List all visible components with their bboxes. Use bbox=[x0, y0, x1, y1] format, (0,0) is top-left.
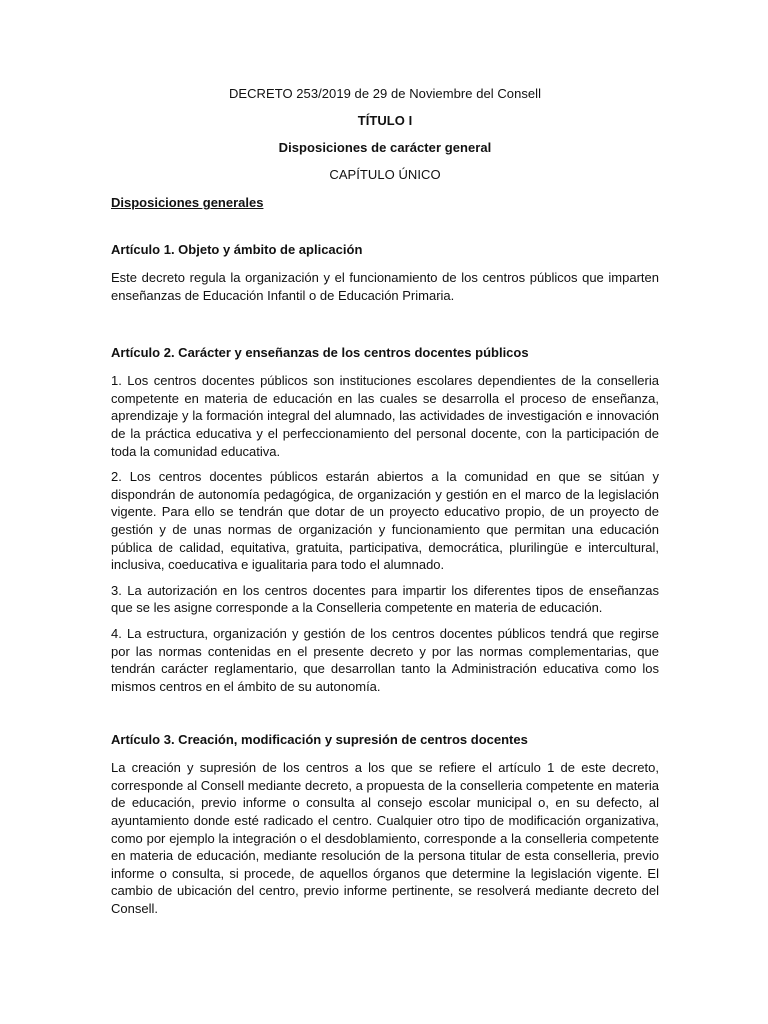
article-paragraph: La creación y supresión de los centros a los que se refiere el artículo 1 de este decreto, corresponde al Consell mediante decreto, a propuesta de la conselleria competente en materia de educación, previo informe o consulta al consejo escolar municipal o, en su defecto, al ayuntamiento donde esté radicado el centro. Cualquier otro tipo de modificación organizativa, como por ejemplo la integración o el desdoblamiento, corresponde a la conselleria competente en materia de educación, mediante resolución de la persona titular de esta conselleria, previo informe o consulta, si procede, de aquellos órganos que determine la legislación vigente. El cambio de ubicación del centro, previo informe pertinente, se resolverá mediante decreto del Consell. bbox=[111, 760, 659, 917]
decree-heading: DECRETO 253/2019 de 29 de Noviembre del Consell bbox=[228, 86, 542, 101]
article-3 bbox=[111, 732, 659, 917]
article-paragraph: 4. La estructura, organización y gestión de los centros docentes públicos tendrá que regirse por las normas contenidas en el presente decreto y por las normas complementarias, que tendrán carácter reglamentario, que desarrollan tanto la Administración educativa como los mismos centros en el ámbito de su autonomía. bbox=[111, 625, 659, 694]
spacer bbox=[111, 703, 659, 732]
spacer bbox=[111, 211, 659, 242]
subtitle-heading: Disposiciones de carácter general bbox=[278, 140, 492, 155]
article-title: Artículo 2. Carácter y enseñanzas de los centros docentes públicos bbox=[111, 345, 529, 361]
article-2 bbox=[111, 345, 659, 695]
article-1 bbox=[111, 242, 659, 304]
article-paragraph: 2. Los centros docentes públicos estarán abiertos a la comunidad en que se sitúan y dispondrán de autonomía pedagógica, de organización y gestión en el marco de la legislación vigente. Para ello se tendrán que dotar de un proyecto educativo propio, de un proyecto de gestión y de unas normas de organización y funcionamiento que permitan una educación pública de calidad, equitativa, gratuita, participativa, democrática, plurilingüe e intercultural, inclusiva, coeducativa e igualitaria para todo el alumnado. bbox=[111, 469, 659, 573]
article-paragraph: 3. La autorización en los centros docentes para impartir los diferentes tipos de enseñanzas que se les asigne corresponde a la Conselleria competente en materia de educación. bbox=[111, 582, 659, 616]
document-body bbox=[111, 86, 659, 926]
article-title: Artículo 3. Creación, modificación y supresión de centros docentes bbox=[111, 732, 528, 748]
article-paragraph: Este decreto regula la organización y el funcionamiento de los centros públicos que imparten enseñanzas de Educación Infantil o de Educación Primaria. bbox=[111, 270, 659, 303]
article-paragraph: 1. Los centros docentes públicos son instituciones escolares dependientes de la conselleria competente en materia de educación en las cuales se desarrolla el proceso de enseñanza, aprendizaje y la formación integral del alumnado, las actividades de investigación e innovación de la práctica educativa y el perfeccionamiento del personal docente, con la participación de toda la comunidad educativa. bbox=[111, 373, 659, 459]
article-title: Artículo 1. Objeto y ámbito de aplicación bbox=[111, 242, 363, 257]
title-heading: TÍTULO I bbox=[357, 113, 413, 128]
section-title: Disposiciones generales bbox=[111, 195, 264, 210]
chapter-heading: CAPÍTULO ÚNICO bbox=[329, 167, 441, 182]
spacer bbox=[111, 312, 659, 345]
